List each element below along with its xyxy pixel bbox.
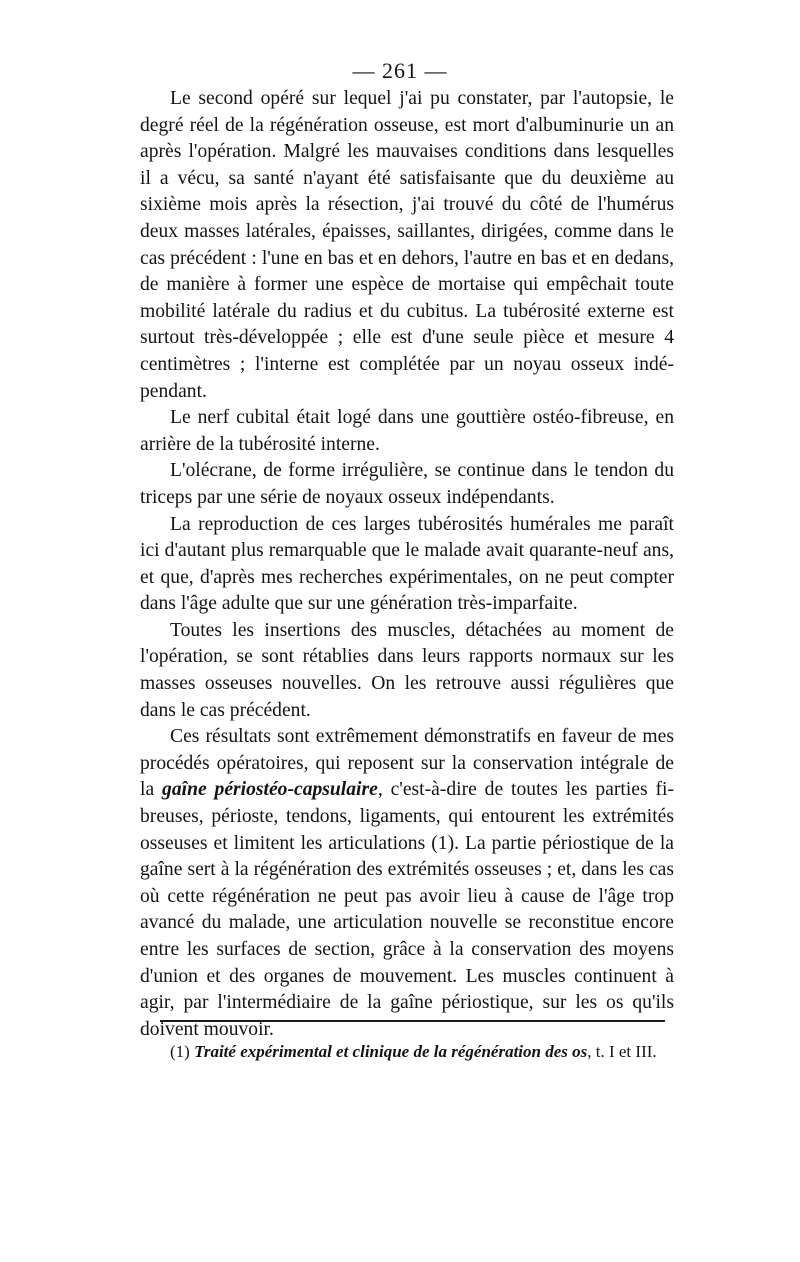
paragraph-5: Toutes les insertions des muscles, détachées au moment de l'opération, se sont rétablies dans leurs rapports normaux sur les masses osseuses nouvelles. On les retrouve aussi régulières que dans le cas précédent. xyxy=(140,619,674,721)
paragraph-6-end: , c'est-à-dire de toutes les parties fibreuses, périoste, tendons, ligaments, qui entourent les extrémités osseuses et limitent les articulations (1). La partie périostique de la gaîne sert à la régénération des extrémités osseuses ; et, dans les cas où cette régénération ne peut pas avoir lieu à cause de l'âge trop avancé du malade, une articulation nouvelle se reconstitue encore entre les surfaces de section, grâce à la conservation des moyens d'union et des organes de mouvement. Les muscles continuent à agir, par l'intermédiaire de la gaîne périostique, sur les os qu'ils doivent mouvoir. xyxy=(140,779,674,1040)
footnote xyxy=(140,1042,674,1062)
paragraph-4: La reproduction de ces larges tubérosités humérales me paraît ici d'autant plus remarquable que le malade avait quarante-neuf ans, et que, d'après mes recherches expérimentales, on ne peut compter dans l'âge adulte que sur une génération très-imparfaite. xyxy=(140,513,674,615)
paragraph-3: L'olécrane, de forme irrégulière, se continue dans le tendon du triceps par une série de noyaux osseux indépendants. xyxy=(140,460,674,508)
emphasized-term: gaîne périostéo-capsulaire xyxy=(162,779,378,801)
footnote-volumes: , t. I et III. xyxy=(587,1042,657,1061)
paragraph-6 xyxy=(140,724,674,1043)
page-number: — 261 — xyxy=(352,58,448,83)
paragraph-2: Le nerf cubital était logé dans une gouttière ostéo-fibreuse, en arrière de la tubérosité interne. xyxy=(140,407,674,455)
footnote-title: Traité expérimental et clinique de la régénération des os xyxy=(194,1042,588,1061)
paragraph-6-start: Ces résultats sont extrêmement démonstratifs en faveur de mes procédés opératoires, qui reposent sur la conservation intégrale de la xyxy=(140,726,674,801)
footnote-marker: (1) xyxy=(170,1042,190,1061)
footnote-divider xyxy=(160,1020,665,1022)
paragraph-1: Le second opéré sur lequel j'ai pu constater, par l'autopsie, le degré réel de la régénération osseuse, est mort d'albuminurie un an après l'opération. Malgré les mauvaises conditions dans lesquelles il a vécu, sa santé n'ayant été satisfaisante que du deuxième au sixième mois après la résection, j'ai trouvé du côté de l'humérus deux masses latérales, épaisses, saillantes, dirigées, comme dans le cas précédent : l'une en bas et en dehors, l'autre en bas et en dedans, de manière à former une espèce de mortaise qui empêchait toute mobilité latérale du radius et du cubitus. La tubérosité externe est surtout très-développée ; elle est d'une seule pièce et mesure 4 centimètres ; l'interne est complétée par un noyau osseux indépendant. xyxy=(140,88,674,402)
body-text xyxy=(140,86,674,1043)
